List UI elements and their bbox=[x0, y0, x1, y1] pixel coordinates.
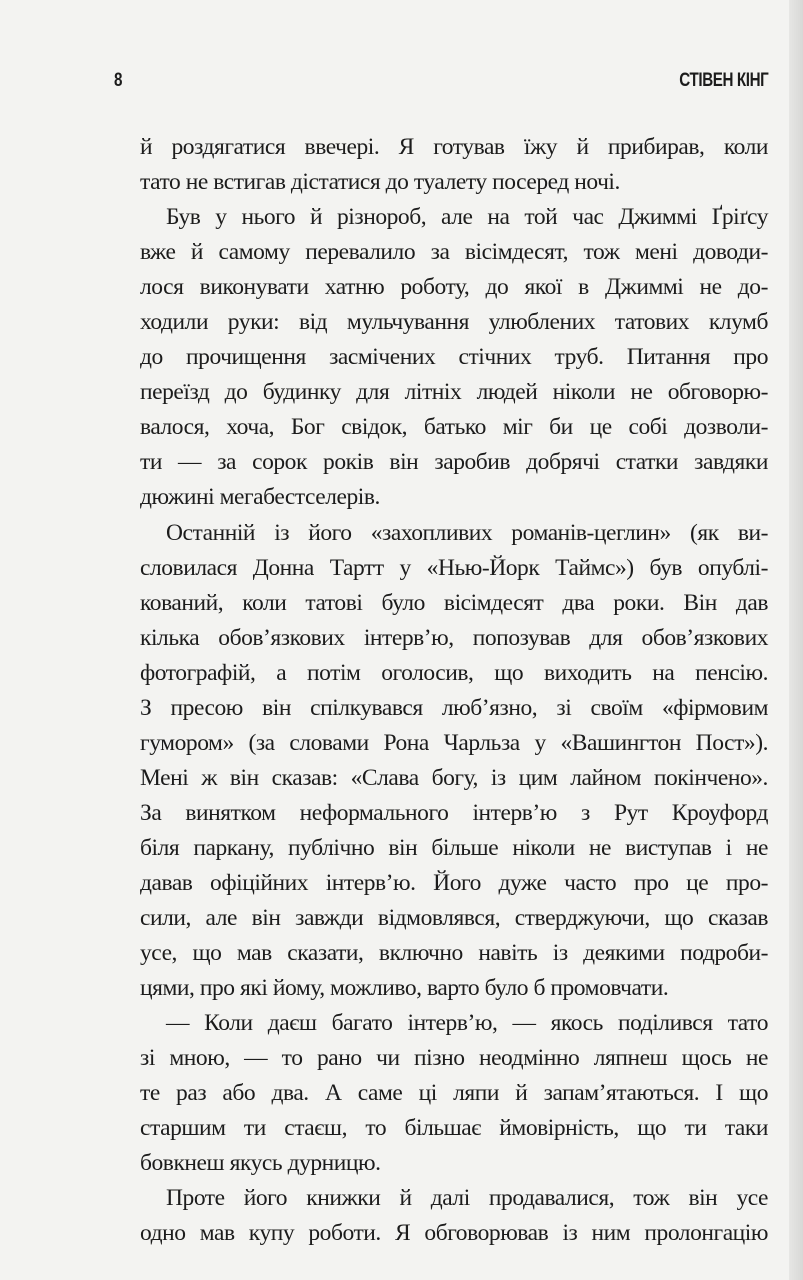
text-line: — Коли даєш багато інтерв’ю, — якось поділився тато bbox=[166, 1010, 768, 1037]
running-title: СТІВЕН КІНГ bbox=[678, 70, 768, 91]
text-line: гумором» (за словами Рона Чарльза у «Вашингтон Пост»). bbox=[140, 729, 768, 756]
text-line: валося, хоча, Бог свідок, батько міг би це собі дозволи- bbox=[140, 414, 768, 441]
text-line: З пресою він спілкувався люб’язно, зі своїм «фірмовим bbox=[140, 694, 768, 721]
text-line: лося виконувати хатню роботу, до якої в Джиммі не до- bbox=[140, 274, 768, 301]
text-line: вже й самому перевалило за вісімдесят, тож мені доводи- bbox=[140, 239, 768, 266]
text-line: давав офіційних інтерв’ю. Його дуже часто про це про- bbox=[140, 869, 768, 896]
text-line: бовкнеш якусь дурницю. bbox=[140, 1150, 381, 1177]
text-line: сили, але він завжди відмовлявся, стверджуючи, що сказав bbox=[140, 905, 768, 932]
body-text bbox=[140, 132, 768, 1254]
text-line: словилася Донна Тартт у «Нью-Йорк Таймс») був опублі- bbox=[140, 554, 768, 581]
text-line: усе, що мав сказати, включно навіть із деякими подроби- bbox=[140, 940, 768, 967]
text-line: Мені ж він сказав: «Слава богу, із цим лайном покінчено». bbox=[140, 764, 768, 791]
text-line: кілька обов’язкових інтерв’ю, попозував для обов’язкових bbox=[140, 624, 768, 651]
text-line: старшим ти стаєш, то більшає ймовірність, що ти таки bbox=[140, 1115, 768, 1142]
page-number: 8 bbox=[114, 70, 123, 91]
text-line: те раз або два. А саме ці ляпи й запам’ятаються. І що bbox=[140, 1080, 768, 1107]
text-line: дюжині мегабестселерів. bbox=[140, 484, 380, 511]
text-line: ходили руки: від мульчування улюблених татових клумб bbox=[140, 309, 768, 336]
text-line: Останній із його «захопливих романів-цеглин» (як ви- bbox=[166, 519, 768, 546]
text-line: зі мною, — то рано чи пізно неодмінно ляпнеш щось не bbox=[140, 1045, 768, 1072]
text-line: Проте його книжки й далі продавалися, тож він усе bbox=[166, 1185, 768, 1212]
text-line: й роздягатися ввечері. Я готував їжу й прибирав, коли bbox=[140, 134, 768, 160]
text-line: біля паркану, публічно він більше ніколи не виступав і не bbox=[140, 834, 768, 861]
text-line: За винятком неформального інтерв’ю з Рут Кроуфорд bbox=[140, 799, 768, 826]
text-line: фотографій, а потім оголосив, що виходить на пенсію. bbox=[140, 659, 768, 686]
text-line: одно мав купу роботи. Я обговорював із ним пролонгацію bbox=[140, 1220, 768, 1247]
text-line: Був у нього й різнороб, але на той час Джиммі Ґріґсу bbox=[166, 204, 768, 231]
text-line: цями, про які йому, можливо, варто було б промовчати. bbox=[140, 975, 669, 1002]
text-line: тато не встигав дістатися до туалету посеред ночі. bbox=[140, 169, 620, 196]
text-line: переїзд до будинку для літніх людей ніколи не обговорю- bbox=[140, 379, 768, 406]
text-line: ти — за сорок років він заробив добрячі статки завдяки bbox=[140, 449, 768, 476]
page-edge bbox=[789, 0, 803, 1280]
text-line: до прочищення засмічених стічних труб. Питання про bbox=[140, 344, 768, 371]
text-line: кований, коли татові було вісімдесят два роки. Він дав bbox=[140, 589, 768, 616]
